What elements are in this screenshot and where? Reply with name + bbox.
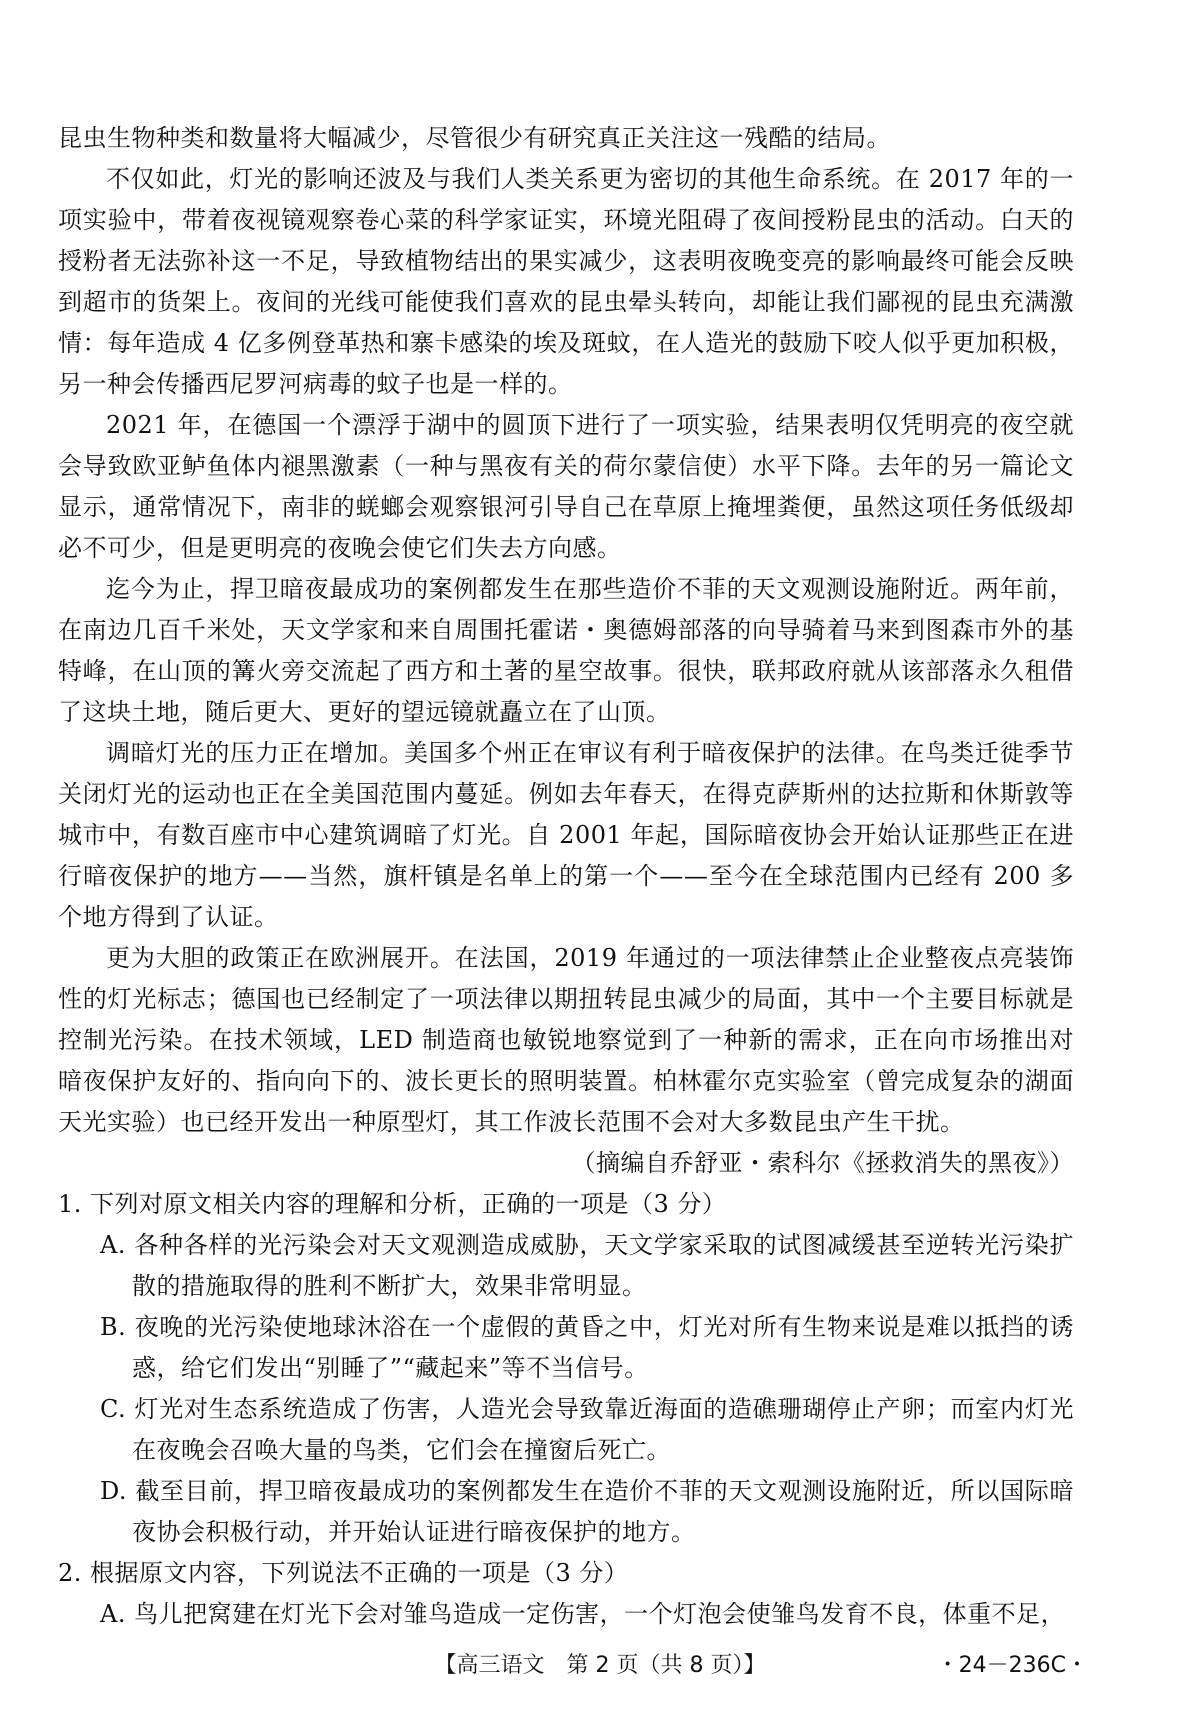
question-option <box>58 1471 1074 1553</box>
passage-paragraph: 调暗灯光的压力正在增加。美国多个州正在审议有利于暗夜保护的法律。在鸟类迁徙季节关闭灯光的运动也正在全美国范围内蔓延。例如去年春天，在得克萨斯州的达拉斯和休斯敦等城市中，有数百座市中心建筑调暗了灯光。自 2001 年起，国际暗夜协会开始认证那些正在进行暗夜保护的地方——当然，旗杆镇是名单上的第一个——至今在全球范围内已经有 200 多个地方得到了认证。 <box>58 739 1074 931</box>
option-text: D. 截至目前，捍卫暗夜最成功的案例都发生在造价不菲的天文观测设施附近，所以国际暗夜协会积极行动，并开始认证进行暗夜保护的地方。 <box>100 1477 1074 1546</box>
question-option <box>58 1389 1074 1471</box>
passage-paragraph: 2021 年，在德国一个漂浮于湖中的圆顶下进行了一项实验，结果表明仅凭明亮的夜空就会导致欧亚鲈鱼体内褪黑激素（一种与黑夜有关的荷尔蒙信使）水平下降。去年的另一篇论文显示，通常情况下，南非的蜣螂会观察银河引导自己在草原上掩埋粪便，虽然这项任务低级却必不可少，但是更明亮的夜晚会使它们失去方向感。 <box>58 411 1074 562</box>
passage-paragraph: 不仅如此，灯光的影响还波及与我们人类关系更为密切的其他生命系统。在 2017 年的一项实验中，带着夜视镜观察卷心菜的科学家证实，环境光阻碍了夜间授粉昆虫的活动。白天的授粉者无法弥补这一不足，导致植物结出的果实减少，这表明夜晚变亮的影响最终可能会反映到超市的货架上。夜间的光线可能使我们喜欢的昆虫晕头转向，却能让我们鄙视的昆虫充满激情：每年造成 4 亿多例登革热和寨卡感染的埃及斑蚊，在人造光的鼓励下咬人似乎更加积极，另一种会传播西尼罗河病毒的蚊子也是一样的。 <box>58 165 1074 398</box>
option-text: C. 灯光对生态系统造成了伤害，人造光会导致靠近海面的造礁珊瑚停止产卵；而室内灯光在夜晚会召唤大量的鸟类，它们会在撞窗后死亡。 <box>100 1395 1074 1464</box>
page-footer <box>0 1648 1200 1682</box>
passage-paragraph: 更为大胆的政策正在欧洲展开。在法国，2019 年通过的一项法律禁止企业整夜点亮装饰性的灯光标志；德国也已经制定了一项法律以期扭转昆虫减少的局面，其中一个主要目标就是控制光污染。在技术领域，LED 制造商也敏锐地察觉到了一种新的需求，正在向市场推出对暗夜保护友好的、指向向下的、波长更长的照明装置。柏林霍尔克实验室（曾完成复杂的湖面天光实验）也已经开发出一种原型灯，其工作波长范围不会对大多数昆虫产生干扰。 <box>58 944 1074 1136</box>
option-text: A. 各种各样的光污染会对天文观测造成威胁，天文学家采取的试图减缓甚至逆转光污染扩散的措施取得的胜利不断扩大，效果非常明显。 <box>100 1231 1074 1300</box>
page-content <box>58 118 1074 1635</box>
question-option <box>58 1594 1074 1635</box>
passage-source: （摘编自乔舒亚・索科尔《拯救消失的黑夜》） <box>571 1149 1074 1177</box>
footer-exam-code: ・24－236C・ <box>936 1653 1088 1678</box>
question-stem: 1. 下列对原文相关内容的理解和分析，正确的一项是（3 分） <box>58 1190 727 1218</box>
passage-paragraph: 昆虫生物种类和数量将大幅减少，尽管很少有研究真正关注这一残酷的结局。 <box>58 124 891 152</box>
footer-page-info: 【高三语文 第 2 页（共 8 页）】 <box>434 1653 766 1678</box>
question-stem: 2. 根据原文内容，下列说法不正确的一项是（3 分） <box>58 1559 629 1587</box>
question-option <box>58 1225 1074 1307</box>
question-option <box>58 1307 1074 1389</box>
option-text: A. 鸟儿把窝建在灯光下会对雏鸟造成一定伤害，一个灯泡会使雏鸟发育不良，体重不足， <box>100 1600 1066 1628</box>
option-text: B. 夜晚的光污染使地球沐浴在一个虚假的黄昏之中，灯光对所有生物来说是难以抵挡的诱惑，给它们发出“别睡了”“藏起来”等不当信号。 <box>100 1313 1074 1382</box>
passage-paragraph: 迄今为止，捍卫暗夜最成功的案例都发生在那些造价不菲的天文观测设施附近。两年前，在南边几百千米处，天文学家和来自周围托霍诺・奥德姆部落的向导骑着马来到图森市外的基特峰，在山顶的篝火旁交流起了西方和土著的星空故事。很快，联邦政府就从该部落永久租借了这块土地，随后更大、更好的望远镜就矗立在了山顶。 <box>58 575 1074 726</box>
